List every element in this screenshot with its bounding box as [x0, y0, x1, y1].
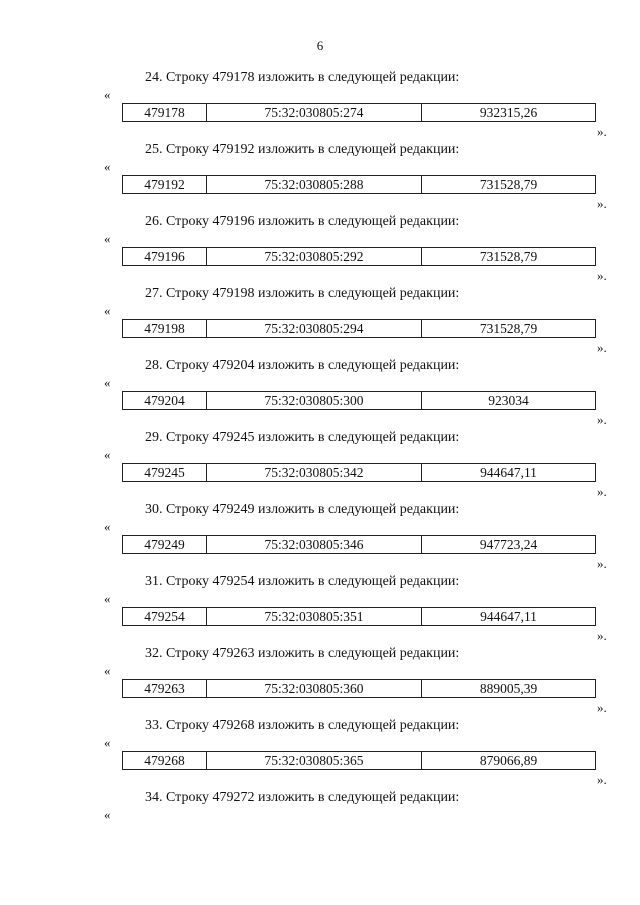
cadastral-number-cell: 75:32:030805:365 — [207, 752, 422, 770]
close-quote: ». — [597, 556, 607, 571]
amendment-25 — [0, 142, 640, 214]
open-quote: « — [104, 591, 111, 606]
amendment-30 — [0, 502, 640, 574]
open-quote: « — [104, 663, 111, 678]
open-quote: « — [104, 807, 111, 822]
row-number-cell: 479249 — [123, 536, 207, 554]
value-cell: 932315,26 — [422, 104, 596, 122]
close-quote: ». — [597, 340, 607, 355]
open-quote: « — [104, 303, 111, 318]
amendment-table — [122, 535, 596, 554]
row-number-cell: 479178 — [123, 104, 207, 122]
amendment-26 — [0, 214, 640, 286]
table-row — [123, 176, 596, 194]
table-row — [123, 536, 596, 554]
cadastral-number-cell: 75:32:030805:300 — [207, 392, 422, 410]
value-cell: 731528,79 — [422, 176, 596, 194]
close-quote: ». — [597, 124, 607, 139]
open-quote: « — [104, 231, 111, 246]
amendment-heading: 33. Строку 479268 изложить в следующей редакции: — [145, 718, 460, 733]
amendment-table — [122, 247, 596, 266]
row-number-cell: 479254 — [123, 608, 207, 626]
cadastral-number-cell: 75:32:030805:351 — [207, 608, 422, 626]
page-number: 6 — [316, 38, 324, 53]
open-quote: « — [104, 87, 111, 102]
value-cell: 947723,24 — [422, 536, 596, 554]
value-cell: 879066,89 — [422, 752, 596, 770]
close-quote: ». — [597, 412, 607, 427]
amendment-32 — [0, 646, 640, 718]
table-row — [123, 248, 596, 266]
value-cell: 731528,79 — [422, 320, 596, 338]
value-cell: 944647,11 — [422, 464, 596, 482]
amendment-heading: 27. Строку 479198 изложить в следующей редакции: — [145, 286, 460, 301]
amendment-28 — [0, 358, 640, 430]
table-row — [123, 104, 596, 122]
cadastral-number-cell: 75:32:030805:360 — [207, 680, 422, 698]
amendment-heading: 26. Строку 479196 изложить в следующей редакции: — [145, 214, 460, 229]
open-quote: « — [104, 159, 111, 174]
row-number-cell: 479204 — [123, 392, 207, 410]
close-quote: ». — [597, 196, 607, 211]
cadastral-number-cell: 75:32:030805:274 — [207, 104, 422, 122]
amendment-table — [122, 391, 596, 410]
cadastral-number-cell: 75:32:030805:346 — [207, 536, 422, 554]
table-row — [123, 680, 596, 698]
value-cell: 923034 — [422, 392, 596, 410]
row-number-cell: 479263 — [123, 680, 207, 698]
open-quote: « — [104, 735, 111, 750]
amendment-heading: 28. Строку 479204 изложить в следующей редакции: — [145, 358, 460, 373]
cadastral-number-cell: 75:32:030805:288 — [207, 176, 422, 194]
row-number-cell: 479198 — [123, 320, 207, 338]
table-row — [123, 392, 596, 410]
amendment-27 — [0, 286, 640, 358]
amendment-table — [122, 751, 596, 770]
amendment-heading: 31. Строку 479254 изложить в следующей редакции: — [145, 574, 460, 589]
amendment-table — [122, 679, 596, 698]
close-quote: ». — [597, 628, 607, 643]
value-cell: 731528,79 — [422, 248, 596, 266]
close-quote: ». — [597, 700, 607, 715]
table-row — [123, 464, 596, 482]
cadastral-number-cell: 75:32:030805:342 — [207, 464, 422, 482]
cadastral-number-cell: 75:32:030805:292 — [207, 248, 422, 266]
table-row — [123, 608, 596, 626]
amendment-29 — [0, 430, 640, 502]
cadastral-number-cell: 75:32:030805:294 — [207, 320, 422, 338]
open-quote: « — [104, 519, 111, 534]
amendment-table — [122, 319, 596, 338]
row-number-cell: 479245 — [123, 464, 207, 482]
amendment-table — [122, 103, 596, 122]
row-number-cell: 479196 — [123, 248, 207, 266]
row-number-cell: 479192 — [123, 176, 207, 194]
amendment-24 — [0, 70, 640, 142]
amendment-31 — [0, 574, 640, 646]
value-cell: 944647,11 — [422, 608, 596, 626]
amendment-heading: 32. Строку 479263 изложить в следующей редакции: — [145, 646, 460, 661]
table-row — [123, 752, 596, 770]
amendment-heading: 25. Строку 479192 изложить в следующей редакции: — [145, 142, 460, 157]
value-cell: 889005,39 — [422, 680, 596, 698]
amendment-table — [122, 175, 596, 194]
close-quote: ». — [597, 772, 607, 787]
amendment-33 — [0, 718, 640, 790]
close-quote: ». — [597, 484, 607, 499]
amendment-table — [122, 607, 596, 626]
amendment-34 — [0, 790, 640, 830]
amendment-heading: 29. Строку 479245 изложить в следующей редакции: — [145, 430, 460, 445]
open-quote: « — [104, 447, 111, 462]
table-row — [123, 320, 596, 338]
row-number-cell: 479268 — [123, 752, 207, 770]
amendment-heading: 30. Строку 479249 изложить в следующей редакции: — [145, 502, 460, 517]
close-quote: ». — [597, 268, 607, 283]
amendment-heading: 24. Строку 479178 изложить в следующей редакции: — [145, 70, 460, 85]
amendment-table — [122, 463, 596, 482]
open-quote: « — [104, 375, 111, 390]
amendment-heading: 34. Строку 479272 изложить в следующей редакции: — [145, 790, 460, 805]
